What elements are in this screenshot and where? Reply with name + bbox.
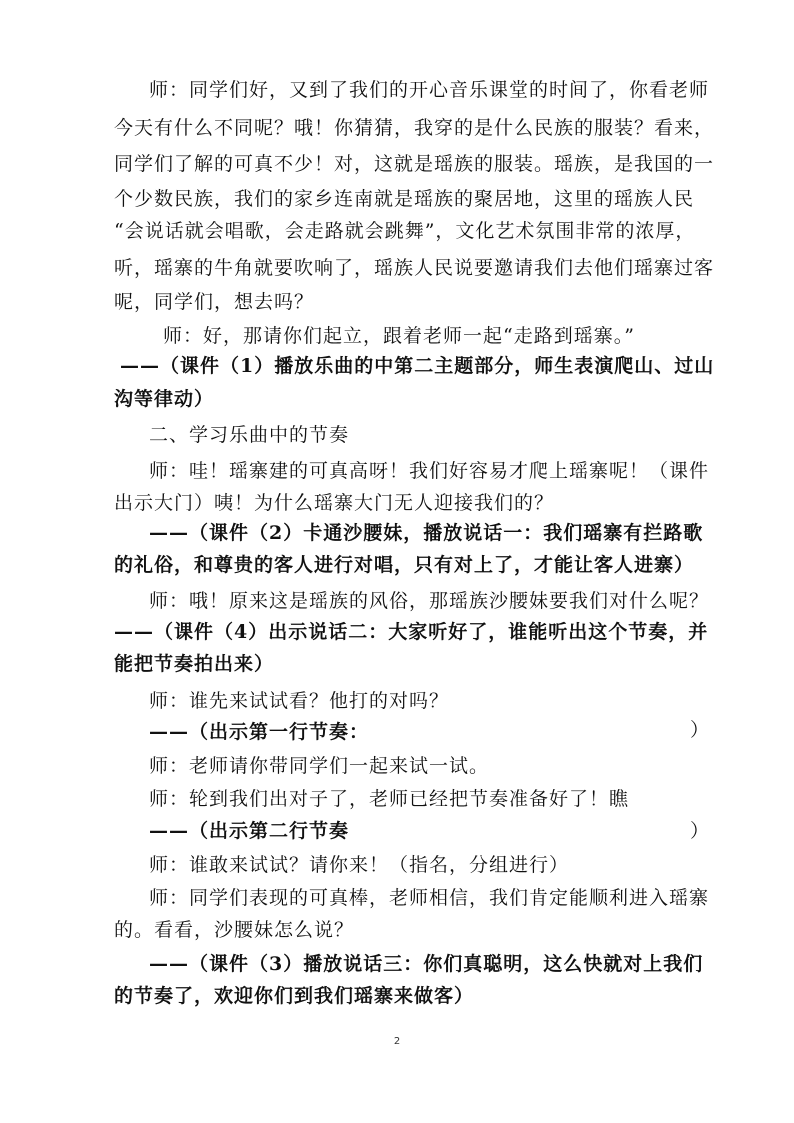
paragraph-line: 今天有什么不同呢？哦！你猜猜，我穿的是什么民族的服装？看来， [114,117,715,139]
paragraph-line: 的。看看，沙腰妹怎么说？ [114,919,355,941]
section-heading: 二、学习乐曲中的节奏 [149,424,350,446]
paragraph-line: 出示大门）咦！为什么瑶寨大门无人迎接我们的？ [114,492,555,514]
courseware-note: ——（出示第二行节奏 [149,820,350,842]
paragraph-line: 听，瑶寨的牛角就要吹响了，瑶族人民说要邀请我们去他们瑶寨过客 [114,257,715,279]
courseware-note: ——（出示第一行节奏： [149,721,370,743]
paragraph-line: 师：哇！瑶寨建的可真高呀！我们好容易才爬上瑶寨呢！（课件 [149,460,710,482]
paragraph-line: 师：轮到我们出对子了，老师已经把节奏准备好了！瞧 [149,788,630,810]
courseware-note: ——（课件（4）出示说话二：大家听好了，谁能听出这个节奏，并 [114,621,709,643]
courseware-note: 沟等律动） [114,388,215,410]
closing-paren: ） [690,820,710,842]
paragraph-line: 师：好，那请你们起立，跟着老师一起“走路到瑶寨。” [163,325,635,347]
courseware-note: 能把节奏拍出来） [114,653,275,675]
paragraph-line: 呢，同学们，想去吗？ [114,291,315,313]
paragraph-line: “会说话就会唱歌，会走路就会跳舞”，文化艺术氛围非常的浓厚， [114,220,696,242]
courseware-note: 的礼俗，和尊贵的客人进行对唱，只有对上了，才能让客人进寨） [114,554,695,576]
paragraph-line: 师：谁先来试试看？他打的对吗？ [149,690,450,712]
paragraph-line: 师：谁敢来试试？请你来！（指名，分组进行） [149,854,570,876]
courseware-note: ——（课件（1）播放乐曲的中第二主题部分，师生表演爬山、过山 [120,355,715,377]
courseware-note: ——（课件（2）卡通沙腰妹，播放说话一：我们瑶寨有拦路歌 [149,522,704,544]
courseware-note: ——（课件（3）播放说话三：你们真聪明，这么快就对上我们 [149,953,704,975]
paragraph-line: 师：同学们表现的可真棒，老师相信，我们肯定能顺利进入瑶寨 [149,887,710,909]
paragraph-line: 师：同学们好，又到了我们的开心音乐课堂的时间了，你看老师 [149,79,710,101]
paragraph-line: 师：哦！原来这是瑶族的风俗，那瑶族沙腰妹要我们对什么呢？ [149,590,710,612]
closing-paren: ） [690,719,710,741]
page-number: 2 [393,1036,401,1047]
paragraph-line: 师：老师请你带同学们一起来试一试。 [149,755,490,777]
paragraph-line: 同学们了解的可真不少！对，这就是瑶族的服装。瑶族，是我国的一 [114,153,715,175]
courseware-note: 的节奏了，欢迎你们到我们瑶寨来做客） [114,985,475,1007]
paragraph-line: 个少数民族，我们的家乡连南就是瑶族的聚居地，这里的瑶族人民 [114,188,695,210]
